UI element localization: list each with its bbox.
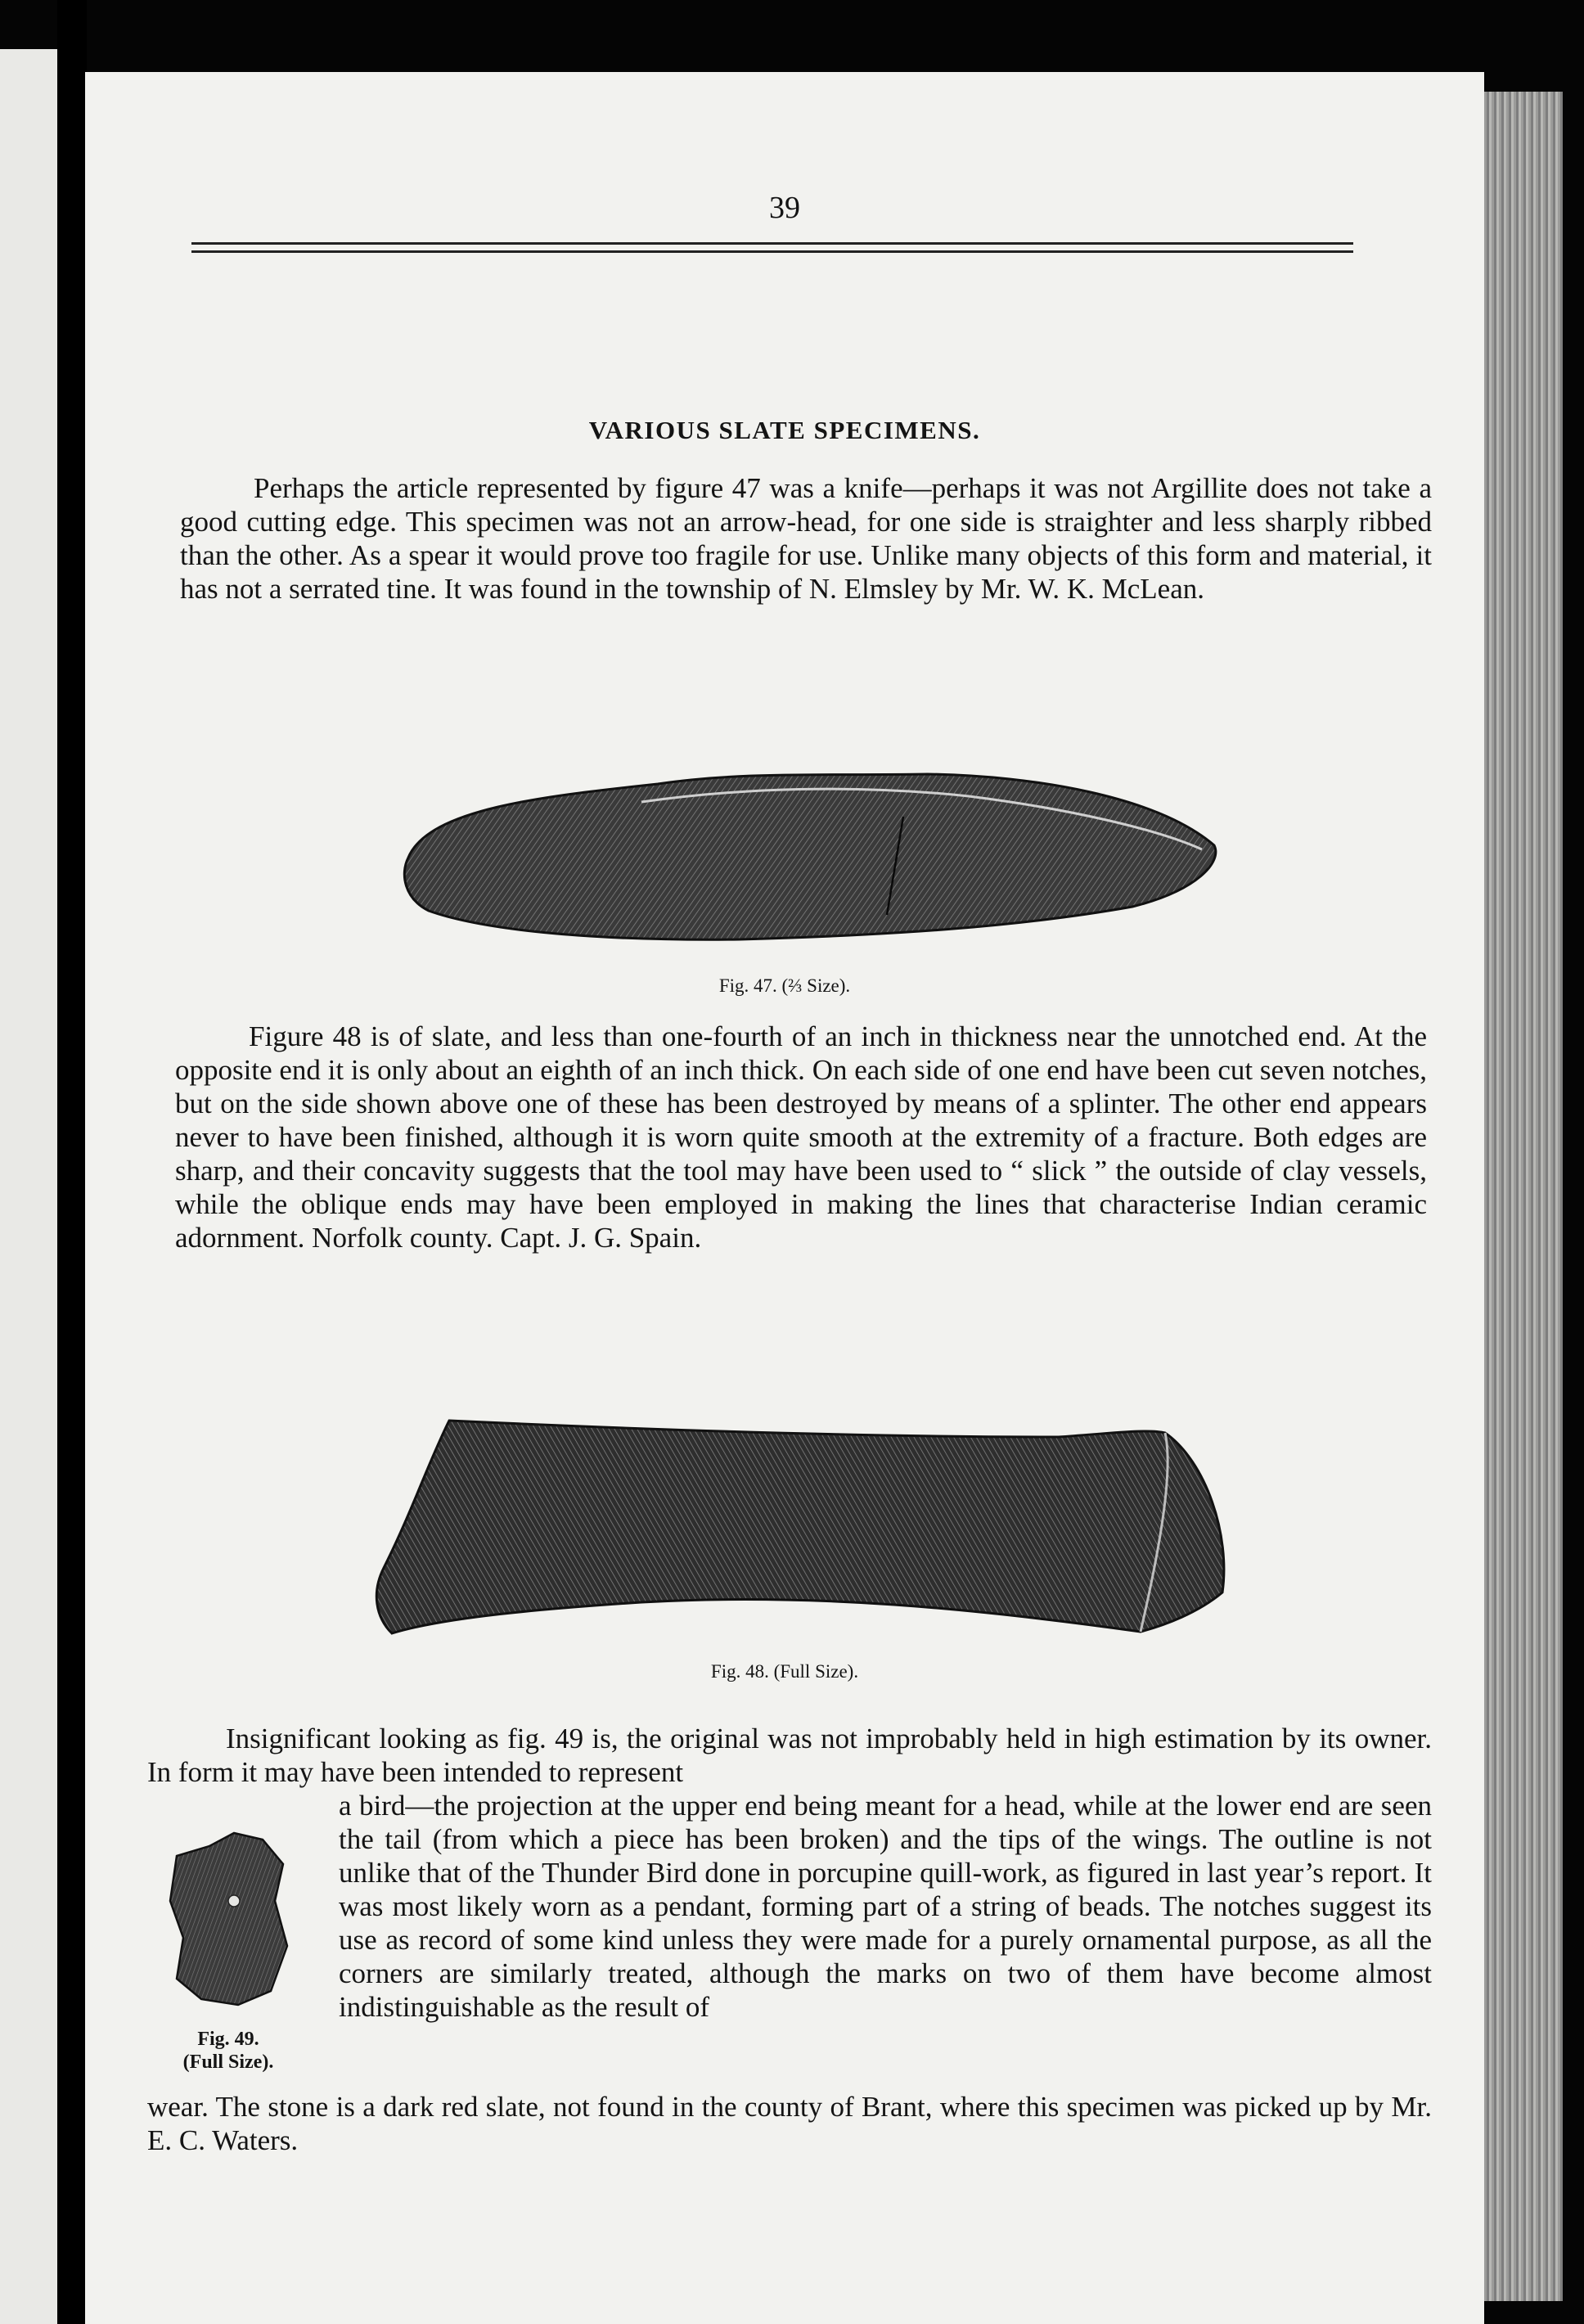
paragraph-fig49-end: wear. The stone is a dark red slate, not found in the county of Brant, where this specimen was picked up by Mr. E. C. Waters. [147,2091,1432,2156]
fig49-caption-size: (Full Size). [182,2052,274,2073]
header-rule-top [191,242,1353,245]
paragraph-fig48: Figure 48 is of slate, and less than one-fourth of an inch in thickness near the unnotched end. At the opposite end it is only about an eighth of an inch thick. On each side of one end have been cut seven notches, but on the side shown above one of these has been destroyed by means of a splinter. The other end appears never to have been finished, although it is worn quite smooth at the extremity of a fracture. Both edges are sharp, and their concavity suggests that the tool may have been used to “ slick ” the outside of clay vessels, while the oblique ends may have been employed in making the lines that characterise Indian ceramic adornment. Norfolk county. Capt. J. G. Spain. [175,1020,1427,1254]
header-rule-bottom [191,250,1353,253]
fig48-slate-tool-image [355,1412,1263,1650]
fig47-caption: Fig. 47. (⅔ Size). [718,975,851,996]
paragraph-fig47: Perhaps the article represented by figure 47 was a knife—perhaps it was not Argillite does not take a good cutting edge. This specimen was not an arrow-head, for one side is straighter and less sharply ribbed than the other. As a spear it would prove too fragile for use. Unlike many objects of this form and material, it has not a serrated tine. It was found in the township of N. Elmsley by Mr. W. K. McLean. [180,472,1432,605]
section-heading: VARIOUS SLATE SPECIMENS. [588,416,981,444]
book-gutter [57,0,87,2324]
paragraph-fig49-intro: Insignificant looking as fig. 49 is, the original was not improbably held in high estimation by its owner. In form it may have been intended to represent [147,1723,1432,1788]
page-number: 39 [769,191,800,225]
paragraph-fig49-body: a bird—the projection at the upper end being meant for a head, while at the lower end are seen the tail (from which a piece has been broken) and the tips of the wings. The outline is not unlike that of the Thunder Bird done in porcupine quill-work, as figured in last year’s report. It was most likely worn as a pendant, forming part of a string of beads. The notches suggest its use as record of some kind unless they were made for a purely ornamental purpose, as all the corners are similarly treated, although the marks on two of them have become almost indistinguishable as the result of [339,1790,1432,2023]
book-page [85,72,1484,2324]
left-page-edge [0,49,57,2324]
fig47-slate-knife-image [396,751,1231,964]
fig48-caption: Fig. 48. (Full Size). [710,1661,859,1682]
fig49-bird-pendant-image [160,1823,299,2011]
fig49-caption-label: Fig. 49. [197,2029,259,2050]
fig49-caption [159,2028,298,2074]
